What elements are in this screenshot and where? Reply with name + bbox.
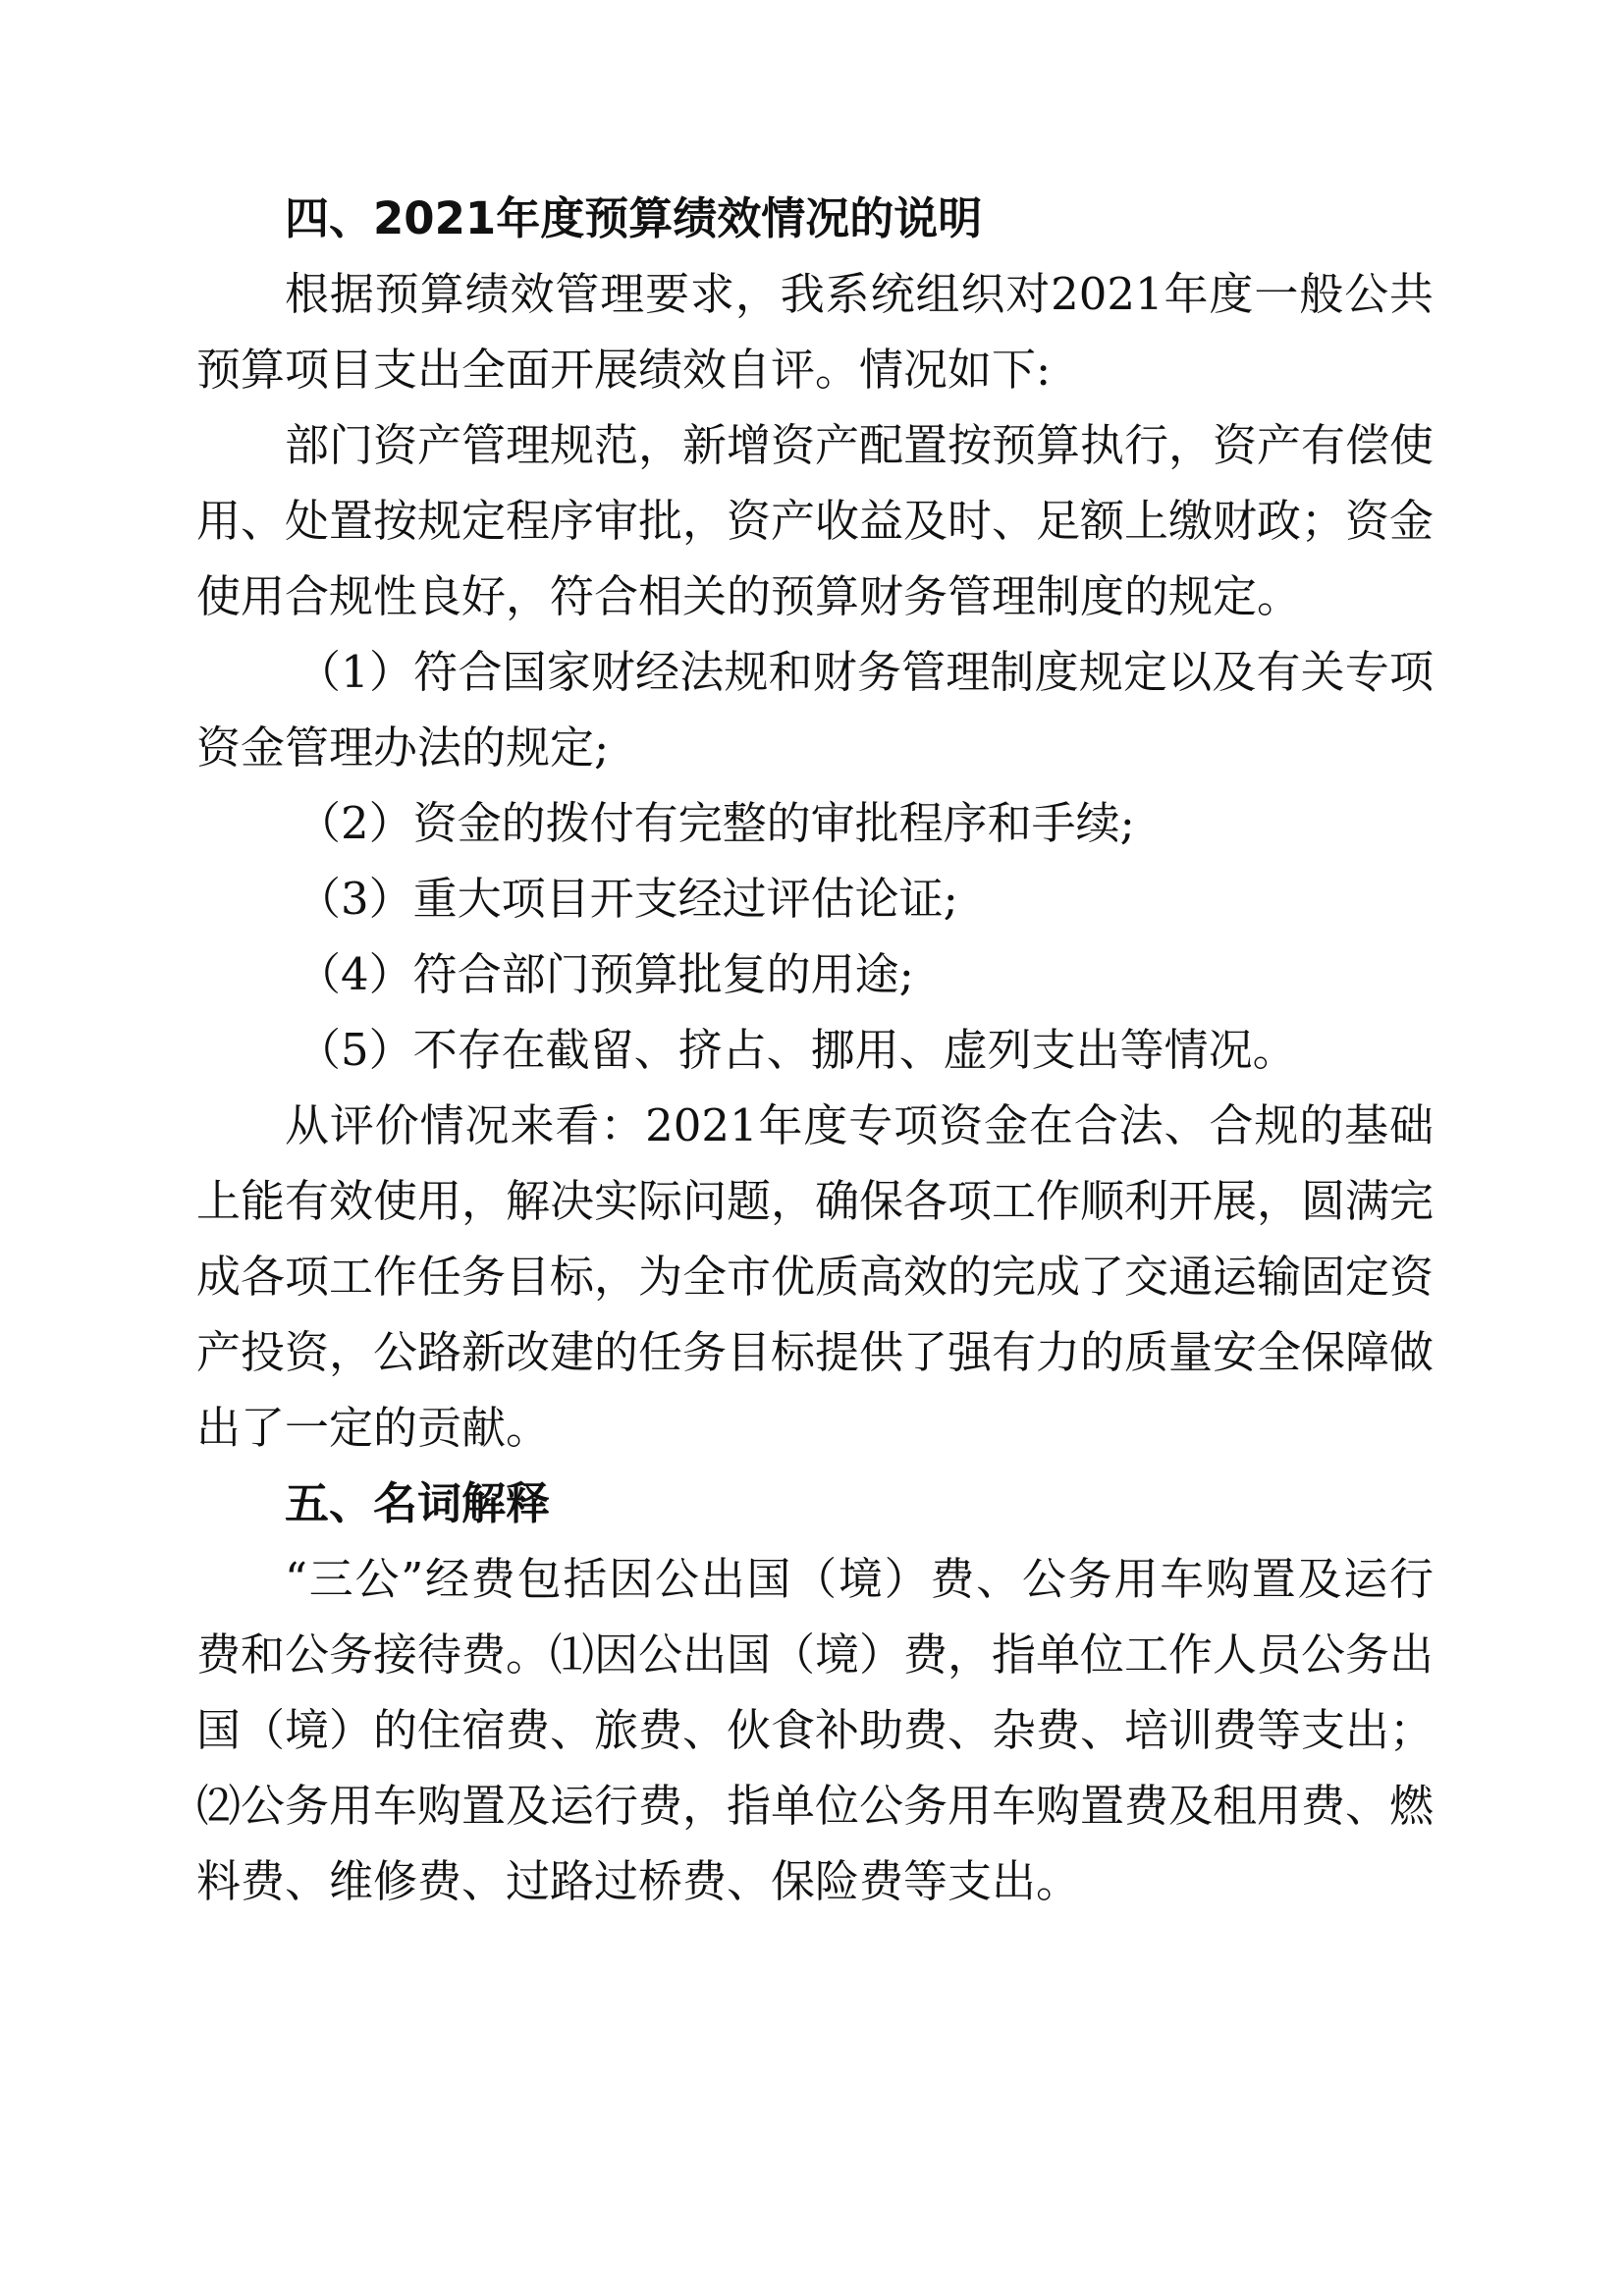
section4-heading: 四、2021年度预算绩效情况的说明 bbox=[285, 192, 983, 244]
list-item-5: （5）不存在截留、挤占、挪用、虚列支出等情况。 bbox=[297, 1024, 1297, 1076]
list-item-3: （3）重大项目开支经过评估论证; bbox=[297, 873, 958, 925]
section4-summary: 部门资产管理规范，新增资产配置按预算执行，资产有偿使用、处置按规定程序审批，资产收益及时、足额上缴财政；资金使用合规性良好，符合相关的预算财务管理制度的规定。 bbox=[196, 419, 1435, 622]
list-item-4: （4）符合部门预算批复的用途; bbox=[297, 948, 914, 1000]
section5-definition: “三公”经费包括因公出国（境）费、公务用车购置及运行费和公务接待费。⑴因公出国（境）费，指单位工作人员公务出国（境）的住宿费、旅费、伙食补助费、杂费、培训费等支出；⑵公务用车购置及运行费，指单位公务用车购置费及租用费、燃料费、维修费、过路过桥费、保险费等支出。 bbox=[196, 1553, 1435, 1907]
section4-evaluation: 从评价情况来看：2021年度专项资金在合法、合规的基础上能有效使用，解决实际问题，确保各项工作顺利开展，圆满完成各项工作任务目标，为全市优质高效的完成了交通运输固定资产投资，公路新改建的任务目标提供了强有力的质量安全保障做出了一定的贡献。 bbox=[196, 1099, 1435, 1454]
list-item-2: （2）资金的拨付有完整的审批程序和手续; bbox=[297, 797, 1135, 849]
document-body bbox=[196, 181, 1434, 1919]
list-item-1: （1）符合国家财经法规和财务管理制度规定以及有关专项资金管理办法的规定; bbox=[196, 646, 1434, 774]
section5-heading: 五、名词解释 bbox=[285, 1477, 551, 1529]
section4-intro: 根据预算绩效管理要求，我系统组织对2021年度一般公共预算项目支出全面开展绩效自评。情况如下: bbox=[196, 268, 1434, 396]
